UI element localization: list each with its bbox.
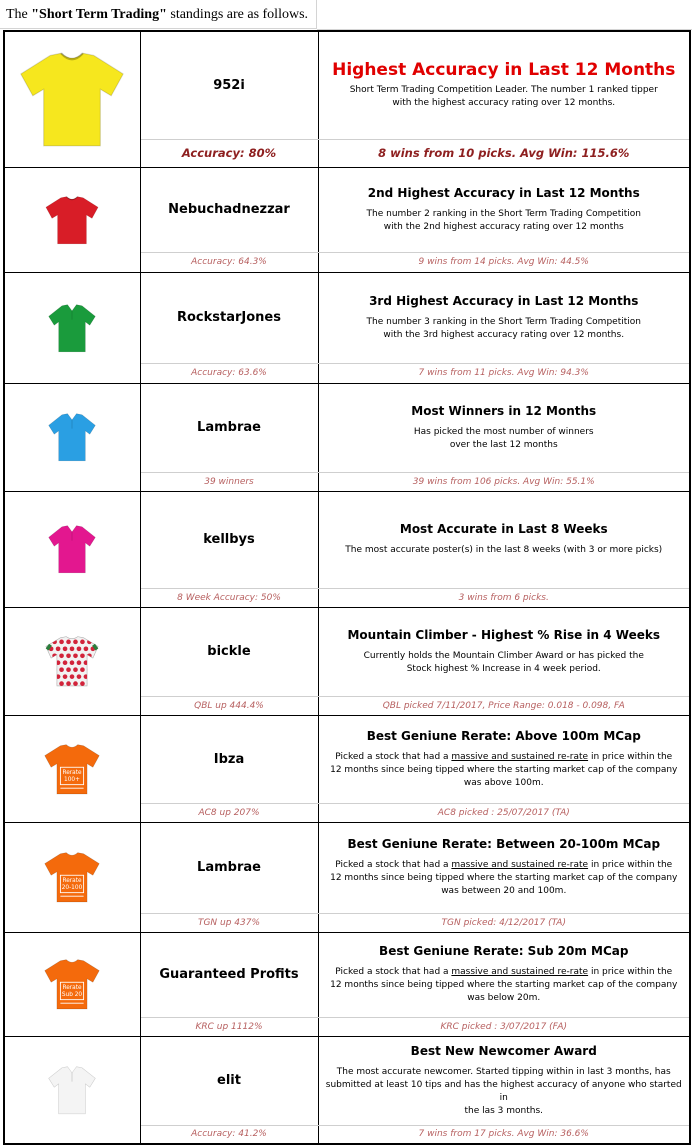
tipper-name-cell [140, 822, 318, 913]
blue-polo-icon [5, 412, 140, 462]
description-line: Has picked the most number of winners [413, 426, 594, 437]
description-line: Short Term Trading Competition Leader. The number 1 ranked tipper [349, 85, 658, 96]
award-cell [318, 932, 690, 1017]
tipper-name-cell [140, 715, 318, 803]
right-stat: 3 wins from 6 picks. [318, 588, 690, 607]
tipper-name: Guaranteed Profits [159, 967, 299, 982]
standing-row [4, 932, 690, 1017]
award-description [319, 650, 690, 676]
tipper-name: Nebuchadnezzar [168, 202, 290, 217]
tipper-name: RockstarJones [176, 310, 281, 325]
left-stat: Accuracy: 63.6% [140, 363, 318, 383]
description-post: in price within the [588, 967, 673, 977]
jersey-cell [4, 31, 140, 167]
award-description [319, 966, 690, 1005]
award-cell [318, 607, 690, 696]
description-underlined: massive and sustained re-rate [451, 967, 589, 977]
tipper-name-cell [140, 1036, 318, 1125]
award-title: Most Accurate in Last 8 Weeks [399, 522, 608, 536]
award-description [319, 84, 690, 110]
award-description [319, 544, 690, 557]
description-underlined: massive and sustained re-rate [451, 860, 589, 870]
right-stat: QBL picked 7/11/2017, Price Range: 0.018 - 0.098, FA [318, 696, 690, 715]
award-title: Highest Accuracy in Last 12 Months [332, 60, 676, 81]
intro-text [0, 0, 317, 29]
orange-rerate-jersey-icon [5, 849, 140, 905]
award-title: Best New Newcomer Award [410, 1043, 597, 1058]
description-line: The most accurate poster(s) in the last 8 weeks (with 3 or more picks) [345, 545, 663, 555]
award-cell [318, 1036, 690, 1125]
intro-suffix: standings are as follows. [166, 7, 309, 22]
tipper-name: 952i [213, 77, 245, 93]
right-stat: 7 wins from 17 picks. Avg Win: 36.6% [318, 1125, 690, 1144]
award-cell [318, 491, 690, 588]
svg-text:Rerate: Rerate [62, 878, 82, 885]
description-line: with the 3rd highest accuracy rating over 12 months. [383, 329, 625, 340]
left-stat: Accuracy: 80% [140, 139, 318, 167]
description-line: 12 months since being tipped where the starting market cap of the company [330, 980, 678, 990]
description-line: 12 months since being tipped where the starting market cap of the company [330, 764, 678, 775]
pink-polo-icon [5, 524, 140, 574]
award-description [319, 751, 690, 790]
svg-text:Rerate: Rerate [62, 769, 82, 776]
jersey-cell [4, 167, 140, 272]
tipper-name-cell [140, 272, 318, 363]
orange-rerate-jersey-icon [5, 956, 140, 1012]
right-stat: 8 wins from 10 picks. Avg Win: 115.6% [318, 139, 690, 167]
description-pre: Picked a stock that had a [335, 751, 452, 762]
standing-row [4, 167, 690, 252]
tipper-name-cell [140, 167, 318, 252]
orange-rerate-jersey-icon [5, 741, 140, 797]
right-stat: TGN picked: 4/12/2017 (TA) [318, 913, 690, 932]
description-line: Stock highest % Increase in 4 week period. [406, 663, 601, 674]
tipper-name: Ibza [213, 751, 245, 767]
description-post: in price within the [588, 860, 673, 870]
description-line: The number 3 ranking in the Short Term Trading Competition [366, 316, 641, 327]
tipper-name-cell [140, 607, 318, 696]
svg-text:Sub 20: Sub 20 [62, 992, 83, 999]
jersey-cell [4, 272, 140, 383]
description-line: over the last 12 months [449, 439, 558, 450]
white-polo-icon [5, 1065, 140, 1115]
description-line [323, 751, 686, 764]
left-stat: 39 winners [140, 472, 318, 491]
description-line: submitted at least 10 tips and has the highest accuracy of anyone who started in [325, 1079, 682, 1103]
description-line: The number 2 ranking in the Short Term Trading Competition [366, 208, 641, 219]
yellow-tshirt-icon [5, 50, 140, 148]
award-cell [318, 822, 690, 913]
description-line [323, 859, 686, 872]
description-underlined: massive and sustained re-rate [451, 751, 589, 762]
standing-row [4, 1036, 690, 1125]
left-stat: QBL up 444.4% [140, 696, 318, 715]
intro-bold: "Short Term Trading" [31, 7, 167, 22]
description-line: Currently holds the Mountain Climber Award or has picked the [363, 650, 644, 661]
tipper-name: Lambrae [197, 860, 261, 875]
right-stat: 7 wins from 11 picks. Avg Win: 94.3% [318, 363, 690, 383]
left-stat: Accuracy: 41.2% [140, 1125, 318, 1144]
right-stat: AC8 picked : 25/07/2017 (TA) [318, 803, 690, 822]
tipper-name-cell [140, 31, 318, 139]
description-line: with the 2nd highest accuracy rating over 12 months [383, 221, 624, 232]
standing-row [4, 383, 690, 472]
standing-row [4, 491, 690, 588]
award-title: Most Winners in 12 Months [411, 403, 597, 418]
right-stat: KRC picked : 3/07/2017 (FA) [318, 1017, 690, 1036]
award-description [319, 316, 690, 342]
award-description [319, 426, 690, 452]
left-stat: KRC up 1112% [140, 1017, 318, 1036]
tipper-name: elit [217, 1073, 241, 1088]
tipper-name-cell [140, 491, 318, 588]
award-cell [318, 31, 690, 139]
left-stat: 8 Week Accuracy: 50% [140, 588, 318, 607]
description-line: was below 20m. [467, 993, 541, 1003]
description-pre: Picked a stock that had a [335, 967, 452, 977]
description-line: the las 3 months. [464, 1105, 544, 1116]
left-stat: TGN up 437% [140, 913, 318, 932]
standing-row [4, 822, 690, 913]
green-polo-icon [5, 303, 140, 353]
tipper-name: kellbys [203, 532, 255, 547]
standing-row [4, 715, 690, 803]
award-title: 3rd Highest Accuracy in Last 12 Months [369, 293, 639, 308]
svg-text:100+: 100+ [64, 776, 81, 783]
award-title: Best Geniune Rerate: Sub 20m MCap [379, 944, 629, 958]
intro-empty-cell [317, 0, 692, 30]
award-description [319, 208, 690, 234]
description-line: 12 months since being tipped where the starting market cap of the company [330, 873, 678, 883]
intro-prefix: The [6, 7, 32, 22]
jersey-cell [4, 715, 140, 822]
left-stat: AC8 up 207% [140, 803, 318, 822]
description-pre: Picked a stock that had a [335, 860, 452, 870]
right-stat: 39 wins from 106 picks. Avg Win: 55.1% [318, 472, 690, 491]
left-stat: Accuracy: 64.3% [140, 252, 318, 272]
tipper-name-cell [140, 383, 318, 472]
svg-text:20-100: 20-100 [61, 885, 83, 892]
description-post: in price within the [588, 751, 673, 762]
description-line: with the highest accuracy rating over 12 months. [392, 98, 616, 109]
jersey-cell [4, 383, 140, 491]
description-line: was between 20 and 100m. [441, 886, 567, 896]
award-cell [318, 272, 690, 363]
award-description [319, 859, 690, 898]
description-line: was above 100m. [463, 777, 544, 788]
jersey-cell [4, 607, 140, 715]
award-cell [318, 715, 690, 803]
jersey-cell [4, 822, 140, 932]
polka-dot-jersey-icon [5, 634, 140, 688]
award-description [319, 1066, 690, 1118]
svg-text:Rerate: Rerate [62, 985, 82, 992]
award-cell [318, 383, 690, 472]
tipper-name: bickle [207, 644, 251, 659]
description-line [323, 966, 686, 979]
standing-row [4, 31, 690, 139]
red-tshirt-icon [5, 195, 140, 245]
award-title: Mountain Climber - Highest % Rise in 4 Weeks [347, 627, 661, 642]
tipper-name: Lambrae [197, 420, 261, 435]
tipper-name-cell [140, 932, 318, 1017]
award-title: Best Geniune Rerate: Between 20-100m MCap [347, 837, 661, 851]
standing-row [4, 272, 690, 363]
award-cell [318, 167, 690, 252]
standings-table [3, 30, 691, 1145]
award-title: Best Geniune Rerate: Above 100m MCap [366, 728, 641, 743]
right-stat: 9 wins from 14 picks. Avg Win: 44.5% [318, 252, 690, 272]
jersey-cell [4, 491, 140, 607]
description-line: The most accurate newcomer. Started tipping within in last 3 months, has [336, 1066, 671, 1077]
jersey-cell [4, 1036, 140, 1144]
standing-row [4, 607, 690, 696]
jersey-cell [4, 932, 140, 1036]
award-title: 2nd Highest Accuracy in Last 12 Months [367, 185, 640, 200]
intro-row [0, 0, 692, 30]
